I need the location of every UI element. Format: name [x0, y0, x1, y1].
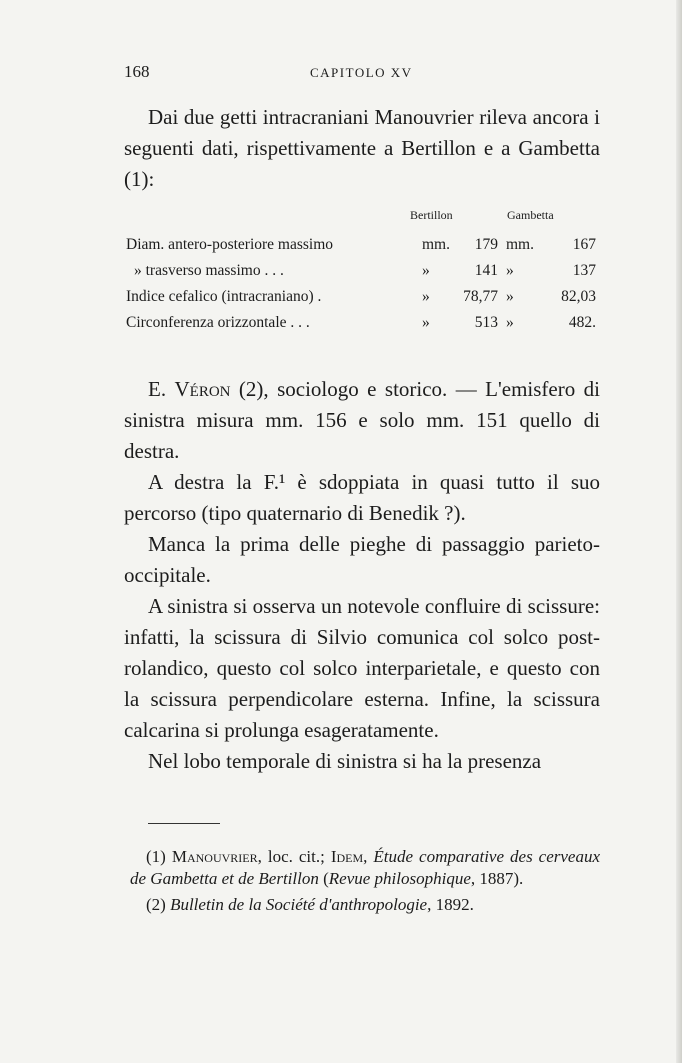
author-name: Véron: [174, 377, 231, 401]
table-row: [126, 262, 598, 284]
bertillon-value: 78,77: [463, 288, 498, 305]
footnote-marker: (1): [146, 847, 166, 866]
row-label: Indice cefalico (intracraniano) .: [126, 288, 322, 305]
paragraph-missing-fold: Manca la prima delle pieghe di passaggio parieto-occipitale.: [124, 532, 600, 587]
bertillon-value: 513: [474, 314, 498, 331]
intro-paragraph: Dai due getti intracraniani Manouvrier rileva ancora i seguenti dati, rispettivamente a Bertillon e a Gambetta (1):: [124, 105, 600, 191]
footnote-1: [130, 846, 600, 890]
unit: »: [422, 314, 430, 331]
row-label: » trasverso massimo . . .: [134, 262, 284, 279]
paragraph-right-hemisphere: A destra la F.¹ è sdoppiata in quasi tutto il suo percorso (tipo quaternario di Benedik ?).: [124, 470, 600, 525]
footnote-text: , 1892.: [427, 895, 474, 914]
table-row: [126, 314, 598, 336]
unit: »: [506, 314, 514, 331]
row-label: Diam. antero-posteriore massimo: [126, 236, 334, 253]
paragraph-lead: E.: [148, 377, 175, 401]
footnote-text: ,: [363, 847, 374, 866]
footnotes: [130, 846, 600, 920]
veron-section: [124, 374, 600, 777]
footnote-title: Étude comparative des cerveaux de Gambetta et de Bertillon: [130, 847, 601, 888]
footnote-2: [130, 894, 600, 916]
unit: »: [422, 288, 430, 305]
running-head: CAPITOLO XV: [310, 65, 413, 80]
column-header-gambetta: Gambetta: [507, 208, 554, 222]
unit: mm.: [506, 236, 534, 253]
unit: »: [506, 288, 514, 305]
paragraph-left-hemisphere: A sinistra si osserva un notevole confluire di scissure: infatti, la scissura di Silvio comunica col solco post-rolandico, questo col solco interparietale, e questo con la scissura perpendicolare esterna. Infine, la scissura calcarina si prolunga esageratamente.: [124, 594, 600, 742]
paragraph-text: (2), sociologo e storico. — L'emisfero di sinistra misura mm. 156 e solo mm. 151 quello di destra.: [124, 377, 600, 463]
footnote-journal: Revue philosophique: [328, 869, 471, 888]
footnote-title: Bulletin de la Société d'anthropologie: [170, 895, 428, 914]
footnote-text: , 1887).: [470, 869, 524, 888]
footnote-text: (: [318, 869, 329, 888]
footnote-marker: (2): [146, 895, 166, 914]
gambetta-value: 167: [572, 236, 596, 253]
footnote-author: Manouvrier: [171, 847, 258, 866]
gambetta-value: 137: [572, 262, 596, 279]
paragraph-veron: [124, 374, 600, 467]
unit: »: [422, 262, 430, 279]
footnote-rule: [148, 823, 220, 824]
footnote-text: , loc. cit.;: [257, 847, 331, 866]
page-number: 168: [124, 62, 150, 81]
page-edge: [676, 0, 682, 1063]
column-header-bertillon: Bertillon: [410, 208, 453, 222]
row-label: Circonferenza orizzontale . . .: [126, 314, 310, 331]
table-row: [126, 236, 598, 258]
gambetta-value: 482.: [568, 314, 596, 331]
gambetta-value: 82,03: [561, 288, 596, 305]
unit: mm.: [422, 236, 450, 253]
bertillon-value: 141: [474, 262, 498, 279]
table-row: [126, 288, 598, 310]
footnote-idem: Idem: [330, 847, 364, 866]
page-header: [124, 62, 599, 86]
intro-block: [124, 102, 600, 195]
paragraph-temporal-lobe: Nel lobo temporale di sinistra si ha la presenza: [148, 749, 542, 773]
unit: »: [506, 262, 514, 279]
bertillon-value: 179: [474, 236, 498, 253]
